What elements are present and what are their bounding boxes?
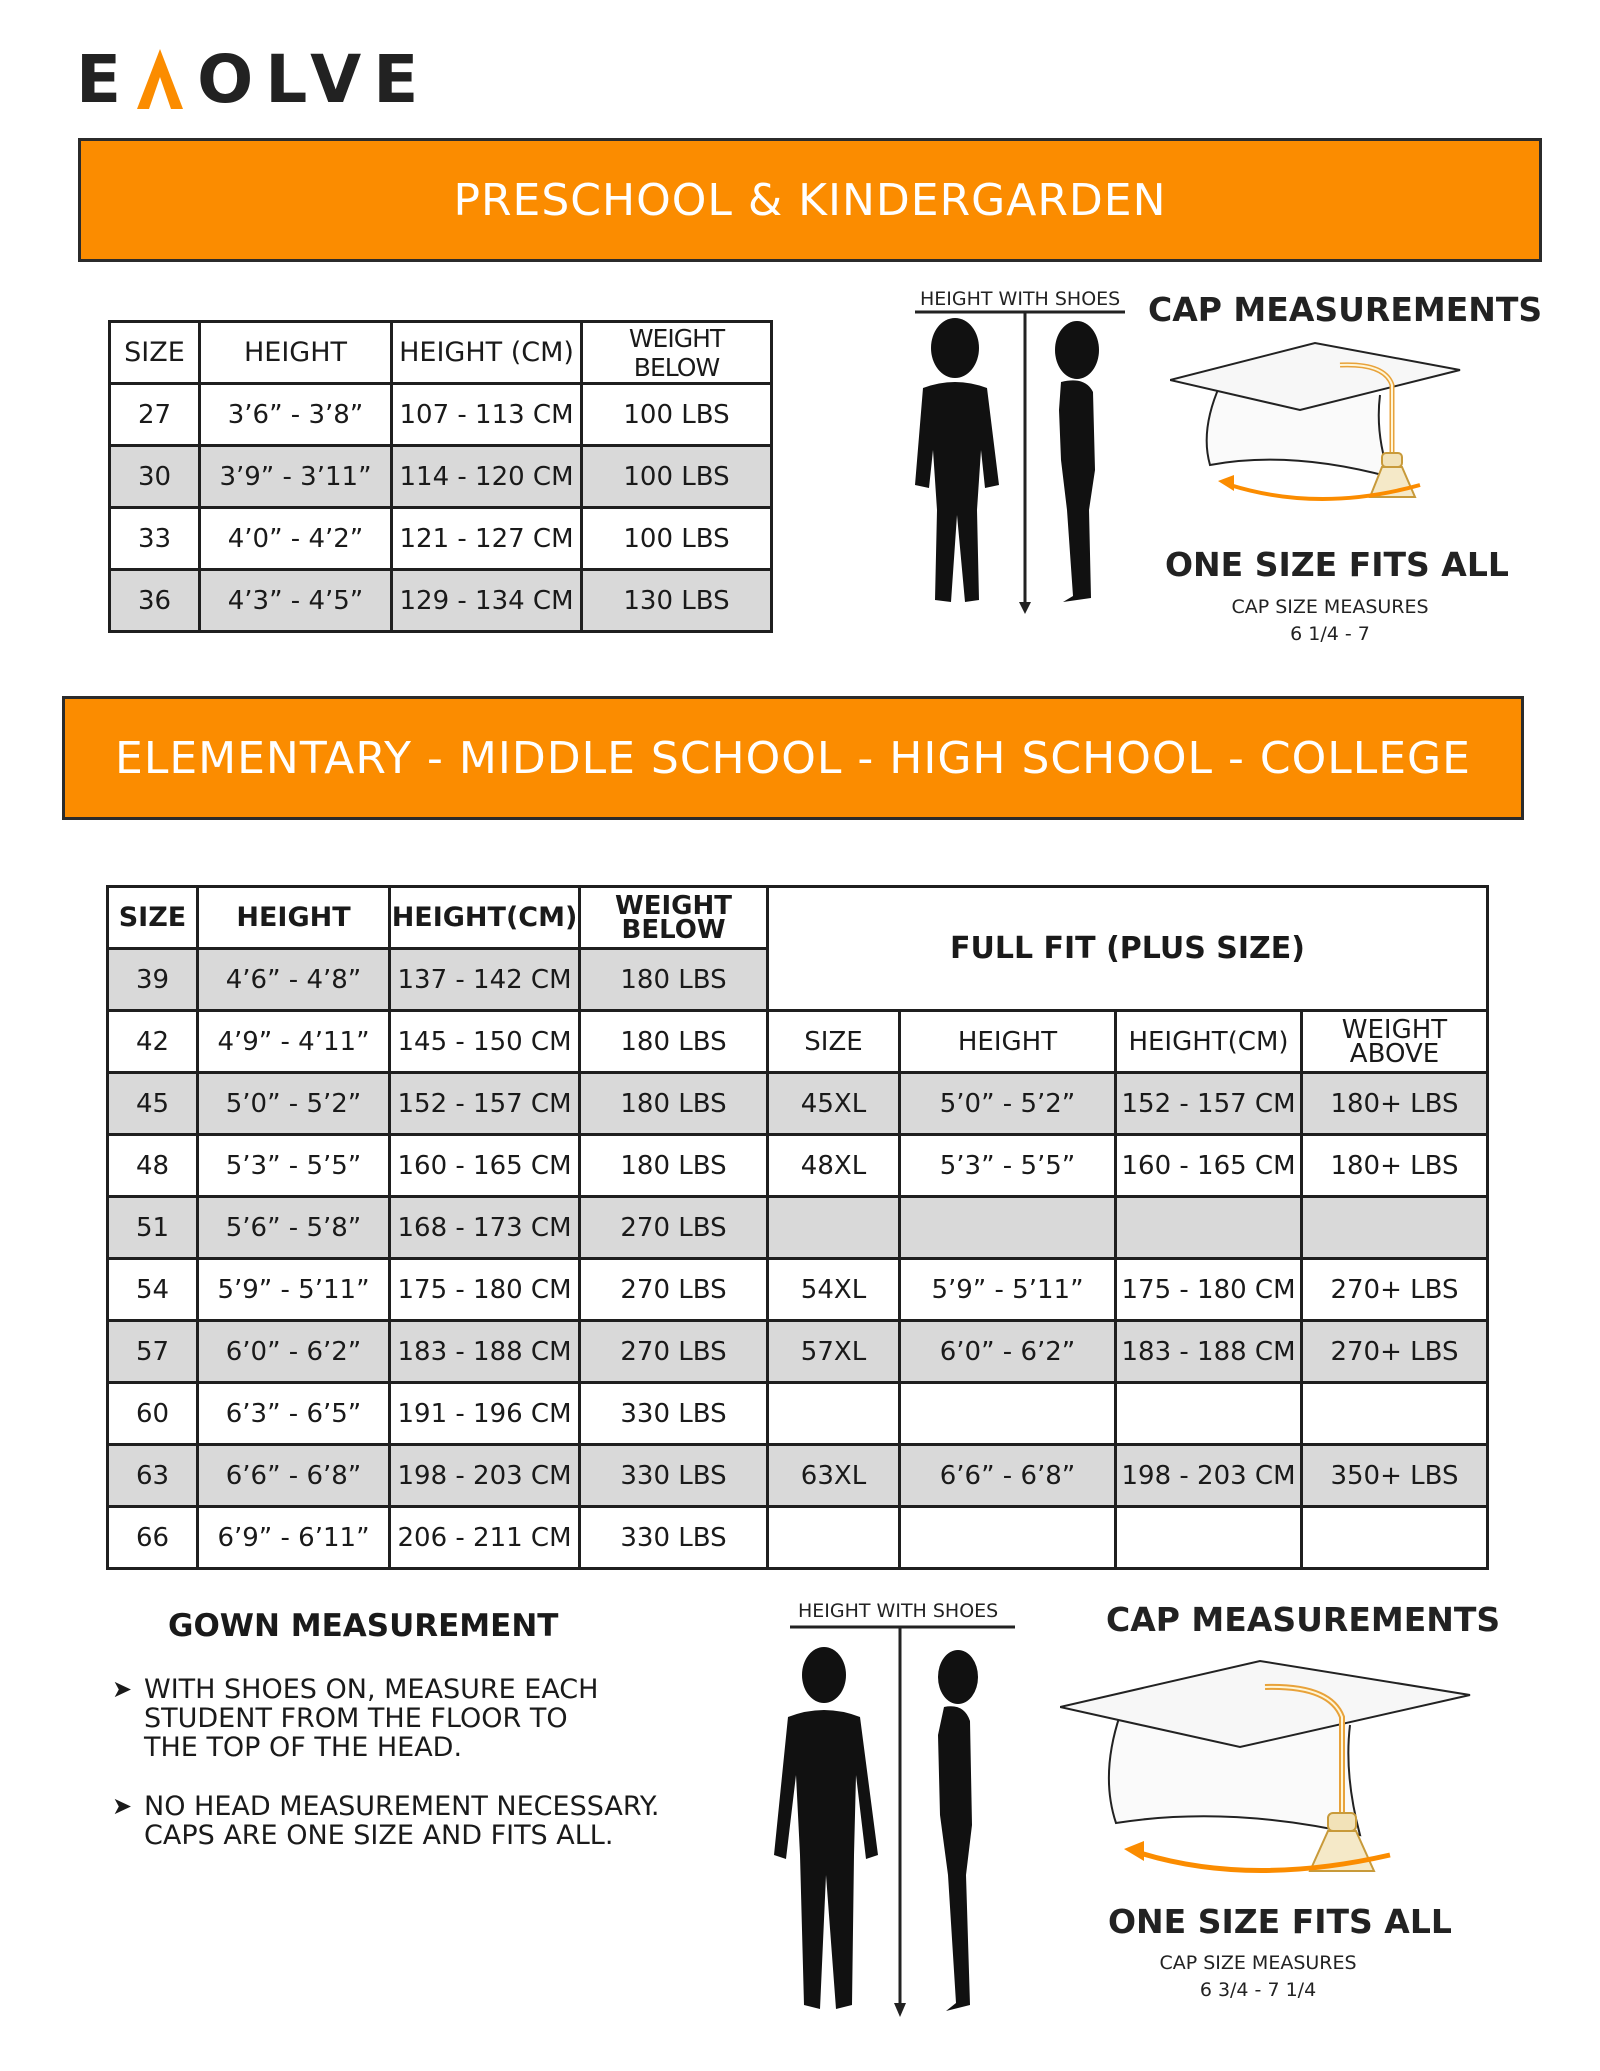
cell-weight: 330 LBS [580, 1445, 768, 1507]
table-row [108, 1507, 1488, 1569]
cell-height-cm: 137 - 142 CM [390, 949, 580, 1011]
cell-weight: 130 LBS [582, 570, 772, 632]
cap-size-label: CAP SIZE MEASURES [1231, 596, 1429, 618]
cap-size-value: 6 3/4 - 7 1/4 [1199, 1979, 1317, 2001]
plus-cell-weight: 350+ LBS [1302, 1445, 1488, 1507]
table-row [108, 1197, 1488, 1259]
col-height-cm: HEIGHT(CM) [390, 887, 580, 949]
cell-weight: 330 LBS [580, 1507, 768, 1569]
cell-size: 27 [110, 384, 200, 446]
cell-height-cm: 160 - 165 CM [390, 1135, 580, 1197]
cell-size: 36 [110, 570, 200, 632]
gown-measurement-title: GOWN MEASUREMENT [168, 1608, 559, 1644]
arrow-bullet-icon: ➤ [112, 1792, 133, 1820]
plus-cell-empty [1116, 1383, 1302, 1445]
cell-height-cm: 121 - 127 CM [392, 508, 582, 570]
section2-banner: ELEMENTARY - MIDDLE SCHOOL - HIGH SCHOOL - COLLEGE [62, 696, 1524, 820]
plus-cell-size: 54XL [768, 1259, 900, 1321]
logo-chevron-icon [137, 49, 183, 109]
plus-cell-empty [768, 1383, 900, 1445]
cell-weight: 100 LBS [582, 508, 772, 570]
cap-measurements-title: CAP MEASUREMENTS [1106, 1600, 1501, 1639]
cell-height: 6’3” - 6’5” [198, 1383, 390, 1445]
col-height-cm: HEIGHT (CM) [392, 322, 582, 384]
plus-cell-height: 5’9” - 5’11” [900, 1259, 1116, 1321]
cell-height: 6’9” - 6’11” [198, 1507, 390, 1569]
cell-height: 5’9” - 5’11” [198, 1259, 390, 1321]
table-header-row [108, 887, 1488, 949]
cell-height-cm: 183 - 188 CM [390, 1321, 580, 1383]
plus-cell-size: 45XL [768, 1073, 900, 1135]
gown-instructions [112, 1675, 712, 1880]
cell-height-cm: 168 - 173 CM [390, 1197, 580, 1259]
plus-cell-height-cm: 160 - 165 CM [1116, 1135, 1302, 1197]
col-size: SIZE [110, 322, 200, 384]
table-row [108, 1445, 1488, 1507]
col-weight-below: WEIGHT BELOW [580, 887, 768, 949]
one-size-fits-all-text: ONE SIZE FITS ALL [1165, 545, 1509, 584]
cell-weight: 180 LBS [580, 1011, 768, 1073]
table-row [110, 570, 772, 632]
cell-size: 45 [108, 1073, 198, 1135]
table-header-row [110, 322, 772, 384]
table-row [108, 1383, 1488, 1445]
cap-size-measures [1180, 594, 1480, 648]
cell-size: 60 [108, 1383, 198, 1445]
brand-logo: E OLVE [76, 40, 431, 118]
cell-weight: 100 LBS [582, 384, 772, 446]
plus-cell-empty [900, 1197, 1116, 1259]
cell-height: 4’9” - 4’11” [198, 1011, 390, 1073]
cell-weight: 180 LBS [580, 1135, 768, 1197]
child-silhouette-icon [895, 310, 1135, 620]
graduation-cap-icon [1170, 335, 1470, 515]
section1-banner: PRESCHOOL & KINDERGARDEN [78, 138, 1542, 262]
plus-cell-empty [1302, 1507, 1488, 1569]
graduation-cap-icon [1060, 1655, 1480, 1895]
cap-measurements-title: CAP MEASUREMENTS [1148, 290, 1543, 329]
cell-height: 3’9” - 3’11” [200, 446, 392, 508]
table-row [108, 1321, 1488, 1383]
table-row [110, 508, 772, 570]
cell-height: 5’0” - 5’2” [198, 1073, 390, 1135]
table-row [108, 1135, 1488, 1197]
cell-height: 4’6” - 4’8” [198, 949, 390, 1011]
cell-size: 48 [108, 1135, 198, 1197]
cell-size: 33 [110, 508, 200, 570]
plus-cell-weight: 180+ LBS [1302, 1073, 1488, 1135]
plus-cell-empty [1116, 1507, 1302, 1569]
plus-cell-size: 63XL [768, 1445, 900, 1507]
plus-cell-size: 57XL [768, 1321, 900, 1383]
list-item: ➤ WITH SHOES ON, MEASURE EACH STUDENT FROM THE FLOOR TO THE TOP OF THE HEAD. [112, 1674, 599, 1763]
cap-size-measures [1108, 1950, 1408, 2004]
plus-cell-empty [1302, 1383, 1488, 1445]
plus-cell-weight: 270+ LBS [1302, 1259, 1488, 1321]
list-item: ➤ NO HEAD MEASUREMENT NECESSARY. CAPS ARE ONE SIZE AND FITS ALL. [112, 1791, 660, 1851]
cell-size: 42 [108, 1011, 198, 1073]
cell-weight: 270 LBS [580, 1197, 768, 1259]
adult-silhouette-icon [760, 1625, 1020, 2025]
cell-height: 6’0” - 6’2” [198, 1321, 390, 1383]
plus-cell-size: 48XL [768, 1135, 900, 1197]
cell-height-cm: 206 - 211 CM [390, 1507, 580, 1569]
plus-cell-empty [1302, 1197, 1488, 1259]
cell-height: 4’0” - 4’2” [200, 508, 392, 570]
cell-height: 6’6” - 6’8” [198, 1445, 390, 1507]
cell-height-cm: 198 - 203 CM [390, 1445, 580, 1507]
plus-cell-height-cm: 152 - 157 CM [1116, 1073, 1302, 1135]
plus-cell-empty [900, 1507, 1116, 1569]
plus-cell-height-cm: 183 - 188 CM [1116, 1321, 1302, 1383]
cell-weight: 180 LBS [580, 1073, 768, 1135]
plus-cell-height-cm: 175 - 180 CM [1116, 1259, 1302, 1321]
col-weight-below: WEIGHT BELOW [582, 322, 772, 384]
plus-cell-empty [768, 1197, 900, 1259]
cell-height-cm: 129 - 134 CM [392, 570, 582, 632]
plus-cell-height: 6’0” - 6’2” [900, 1321, 1116, 1383]
cell-weight: 330 LBS [580, 1383, 768, 1445]
plus-cell-height: 5’0” - 5’2” [900, 1073, 1116, 1135]
cell-weight: 270 LBS [580, 1259, 768, 1321]
plus-cell-empty [900, 1383, 1116, 1445]
table-row [110, 446, 772, 508]
cell-height-cm: 191 - 196 CM [390, 1383, 580, 1445]
plus-cell-height: 6’6” - 6’8” [900, 1445, 1116, 1507]
cap-size-label: CAP SIZE MEASURES [1159, 1952, 1357, 1974]
table-row [108, 1259, 1488, 1321]
plus-cell-height-cm: 198 - 203 CM [1116, 1445, 1302, 1507]
cell-size: 51 [108, 1197, 198, 1259]
col-height: HEIGHT [200, 322, 392, 384]
cell-weight: 100 LBS [582, 446, 772, 508]
cell-height-cm: 107 - 113 CM [392, 384, 582, 446]
arrow-bullet-icon: ➤ [112, 1675, 133, 1703]
table-row [110, 384, 772, 446]
plus-cell-empty [1116, 1197, 1302, 1259]
plus-col-height: HEIGHT [900, 1011, 1116, 1073]
col-size: SIZE [108, 887, 198, 949]
cell-size: 30 [110, 446, 200, 508]
preschool-size-table [108, 320, 773, 633]
cell-weight: 270 LBS [580, 1321, 768, 1383]
cell-height-cm: 175 - 180 CM [390, 1259, 580, 1321]
table-row [108, 1073, 1488, 1135]
cell-height-cm: 114 - 120 CM [392, 446, 582, 508]
cell-size: 66 [108, 1507, 198, 1569]
one-size-fits-all-text: ONE SIZE FITS ALL [1108, 1902, 1452, 1941]
height-with-shoes-label: HEIGHT WITH SHOES [920, 288, 1121, 310]
plus-size-title: FULL FIT (PLUS SIZE) [768, 887, 1488, 1011]
plus-col-weight-above: WEIGHT ABOVE [1302, 1011, 1488, 1073]
height-with-shoes-label: HEIGHT WITH SHOES [798, 1600, 999, 1622]
cell-size: 63 [108, 1445, 198, 1507]
cell-size: 54 [108, 1259, 198, 1321]
table-row [108, 1011, 1488, 1073]
cell-height: 5’6” - 5’8” [198, 1197, 390, 1259]
cap-size-value: 6 1/4 - 7 [1290, 623, 1370, 645]
plus-cell-empty [768, 1507, 900, 1569]
cell-height: 5’3” - 5’5” [198, 1135, 390, 1197]
cell-weight: 180 LBS [580, 949, 768, 1011]
main-size-table [106, 885, 1489, 1570]
cell-height: 4’3” - 4’5” [200, 570, 392, 632]
plus-cell-weight: 270+ LBS [1302, 1321, 1488, 1383]
plus-cell-weight: 180+ LBS [1302, 1135, 1488, 1197]
plus-col-size: SIZE [768, 1011, 900, 1073]
cell-size: 57 [108, 1321, 198, 1383]
cell-height-cm: 152 - 157 CM [390, 1073, 580, 1135]
cell-size: 39 [108, 949, 198, 1011]
plus-col-height-cm: HEIGHT(CM) [1116, 1011, 1302, 1073]
cell-height: 3’6” - 3’8” [200, 384, 392, 446]
plus-cell-height: 5’3” - 5’5” [900, 1135, 1116, 1197]
cell-height-cm: 145 - 150 CM [390, 1011, 580, 1073]
col-height: HEIGHT [198, 887, 390, 949]
